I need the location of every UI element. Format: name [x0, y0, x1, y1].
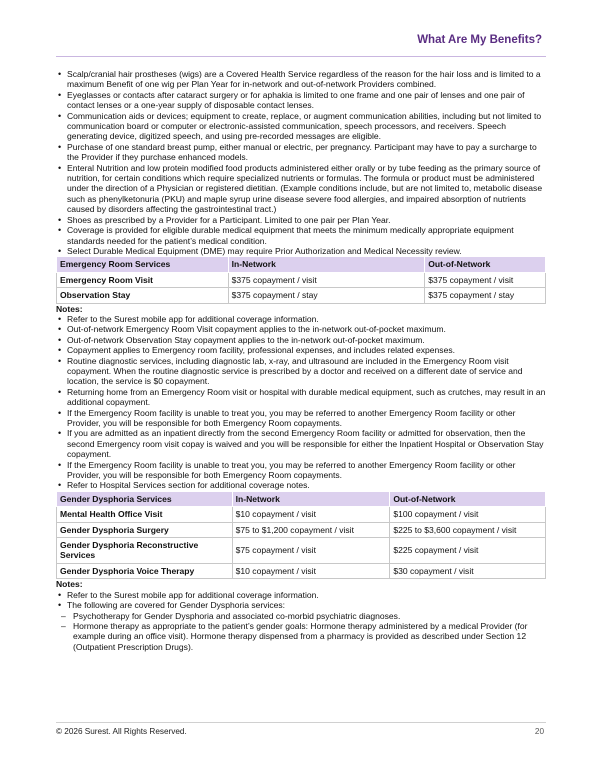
- table-cell-out-of-network: $100 copayment / visit: [390, 507, 546, 522]
- list-item: • Refer to the Surest mobile app for additional coverage information.: [56, 314, 546, 324]
- table-cell-service: Gender Dysphoria Voice Therapy: [57, 563, 233, 578]
- column-header: Emergency Room Services: [57, 257, 229, 272]
- table-cell-out-of-network: $375 copayment / stay: [425, 288, 546, 303]
- table-row: [57, 563, 546, 578]
- list-item: • Shoes as prescribed by a Provider for a Participant. Limited to one pair per Plan Year.: [56, 215, 546, 225]
- table-row: [57, 507, 546, 522]
- table-cell-out-of-network: $225 copayment / visit: [390, 538, 546, 564]
- list-item: • Enteral Nutrition and low protein modified food products administered either orally or by tube feeding as the primary source of nutrition, for certain conditions which require specialized nutrients or formulas. The formula or product must be administered under the direction of a Physician or registered dietitian. (Example conditions include, but are not limited to, metabolic disease such as phenylketonuria (PKU) and maple syrup urine disease severe food allergies, and impaired absorption of nutrients caused by disorders affecting the gastrointestinal tract.): [56, 163, 546, 215]
- table-row: [57, 272, 546, 287]
- table-header-row: [57, 491, 546, 506]
- er-notes-heading: Notes:: [56, 303, 83, 314]
- table-cell-service: Gender Dysphoria Surgery: [57, 522, 233, 537]
- list-item: • If the Emergency Room facility is unable to treat you, you may be referred to another Emergency Room facility or other Provider, you will be responsible for both Emergency Room copayments.: [56, 460, 546, 481]
- page-content: [56, 69, 546, 652]
- list-item: • Refer to Hospital Services section for additional coverage notes.: [56, 480, 546, 490]
- list-item: • Refer to the Surest mobile app for additional coverage information.: [56, 590, 546, 600]
- list-item: • Copayment applies to Emergency room facility, professional expenses, and includes related expenses.: [56, 345, 546, 355]
- table-row: [57, 522, 546, 537]
- table-cell-in-network: $375 copayment / visit: [228, 272, 425, 287]
- table-header-row: [57, 257, 546, 272]
- table-cell-service: Emergency Room Visit: [57, 272, 229, 287]
- list-item: • Out-of-network Emergency Room Visit copayment applies to the in-network out-of-pocket maximum.: [56, 324, 546, 334]
- list-item: • Eyeglasses or contacts after cataract surgery or for aphakia is limited to one frame and one pair of lenses and one pair of contact lenses or a one-year supply of disposable contact lenses.: [56, 90, 546, 111]
- intro-bullet-list: [56, 69, 546, 256]
- column-header: Out-of-Network: [425, 257, 546, 272]
- list-item: • Purchase of one standard breast pump, either manual or electric, per pregnancy. Participant may have to pay a surcharge to the Provider if they purchase enhanced models.: [56, 142, 546, 163]
- gender-dysphoria-table: [56, 491, 546, 579]
- footer-copyright: © 2026 Surest. All Rights Reserved.: [56, 727, 187, 736]
- table-cell-service: Gender Dysphoria Reconstructive Services: [57, 538, 233, 564]
- table-row: [57, 288, 546, 303]
- list-item: • Routine diagnostic services, including diagnostic lab, x-ray, and ultrasound are included in the Emergency Room visit copayment. When the routine diagnostic service is prescribed by a doctor and received on a different date of service and location, the service is $0 copayment.: [56, 356, 546, 387]
- column-header: Out-of-Network: [390, 491, 546, 506]
- list-item: • Scalp/cranial hair prostheses (wigs) are a Covered Health Service regardless of the reason for the hair loss and is limited to a maximum Benefit of one wig per Plan Year for in-network and out-of-network Providers combined.: [56, 69, 546, 90]
- list-item: • If the Emergency Room facility is unable to treat you, you may be referred to another Emergency Room facility or other Provider, you will be responsible for both Emergency Room copayments.: [56, 408, 546, 429]
- gd-notes-sublist: [56, 611, 546, 653]
- list-item: • Coverage is provided for eligible durable medical equipment that meets the minimum medically appropriate equipment standards needed for the patient’s medical condition.: [56, 225, 546, 246]
- page-header-title: What Are My Benefits?: [417, 34, 542, 46]
- footer-divider: [56, 722, 546, 723]
- list-item: • Communication aids or devices; equipment to create, replace, or augment communication abilities, including but not limited to communication board or computer or electronic-assisted communication, speech processors, and receivers. Speech generating device, digitized speech, and using pre-recorded messages are eligible.: [56, 111, 546, 142]
- table-row: [57, 538, 546, 564]
- table-cell-in-network: $375 copayment / stay: [228, 288, 425, 303]
- table-cell-in-network: $75 copayment / visit: [232, 538, 390, 564]
- table-cell-out-of-network: $375 copayment / visit: [425, 272, 546, 287]
- list-item: – Hormone therapy as appropriate to the patient’s gender goals: Hormone therapy administered by a medical Provider (for example during an office visit). Hormone therapy dispensed from a pharmacy is provided as described under Section 12 (Outpatient Prescription Drugs).: [56, 621, 546, 652]
- table-cell-out-of-network: $225 to $3,600 copayment / visit: [390, 522, 546, 537]
- list-item: • Select Durable Medical Equipment (DME) may require Prior Authorization and Medical Necessity review.: [56, 246, 546, 256]
- header-divider: [56, 56, 546, 57]
- column-header: Gender Dysphoria Services: [57, 491, 233, 506]
- list-item: • If you are admitted as an inpatient directly from the second Emergency Room facility or admitted for observation, then the second Emergency room visit copay is waived and you will be responsible for either the Inpatient Hospital or Observation Stay copayment.: [56, 428, 546, 459]
- table-cell-service: Observation Stay: [57, 288, 229, 303]
- list-item: • Out-of-network Observation Stay copayment applies to the in-network out-of-pocket maximum.: [56, 335, 546, 345]
- emergency-room-table: [56, 256, 546, 303]
- table-cell-in-network: $75 to $1,200 copayment / visit: [232, 522, 390, 537]
- table-cell-in-network: $10 copayment / visit: [232, 563, 390, 578]
- table-cell-service: Mental Health Office Visit: [57, 507, 233, 522]
- er-notes-list: [56, 314, 546, 491]
- column-header: In-Network: [228, 257, 425, 272]
- list-item: – Psychotherapy for Gender Dysphoria and associated co-morbid psychiatric diagnoses.: [56, 611, 546, 621]
- table-cell-in-network: $10 copayment / visit: [232, 507, 390, 522]
- gd-notes-list: [56, 590, 546, 611]
- list-item: • Returning home from an Emergency Room visit or hospital with durable medical equipment, such as crutches, may result in an additional copayment.: [56, 387, 546, 408]
- table-cell-out-of-network: $30 copayment / visit: [390, 563, 546, 578]
- column-header: In-Network: [232, 491, 390, 506]
- page-number: 20: [534, 727, 544, 736]
- list-item: • The following are covered for Gender Dysphoria services:: [56, 600, 546, 610]
- gd-notes-heading: Notes:: [56, 579, 83, 590]
